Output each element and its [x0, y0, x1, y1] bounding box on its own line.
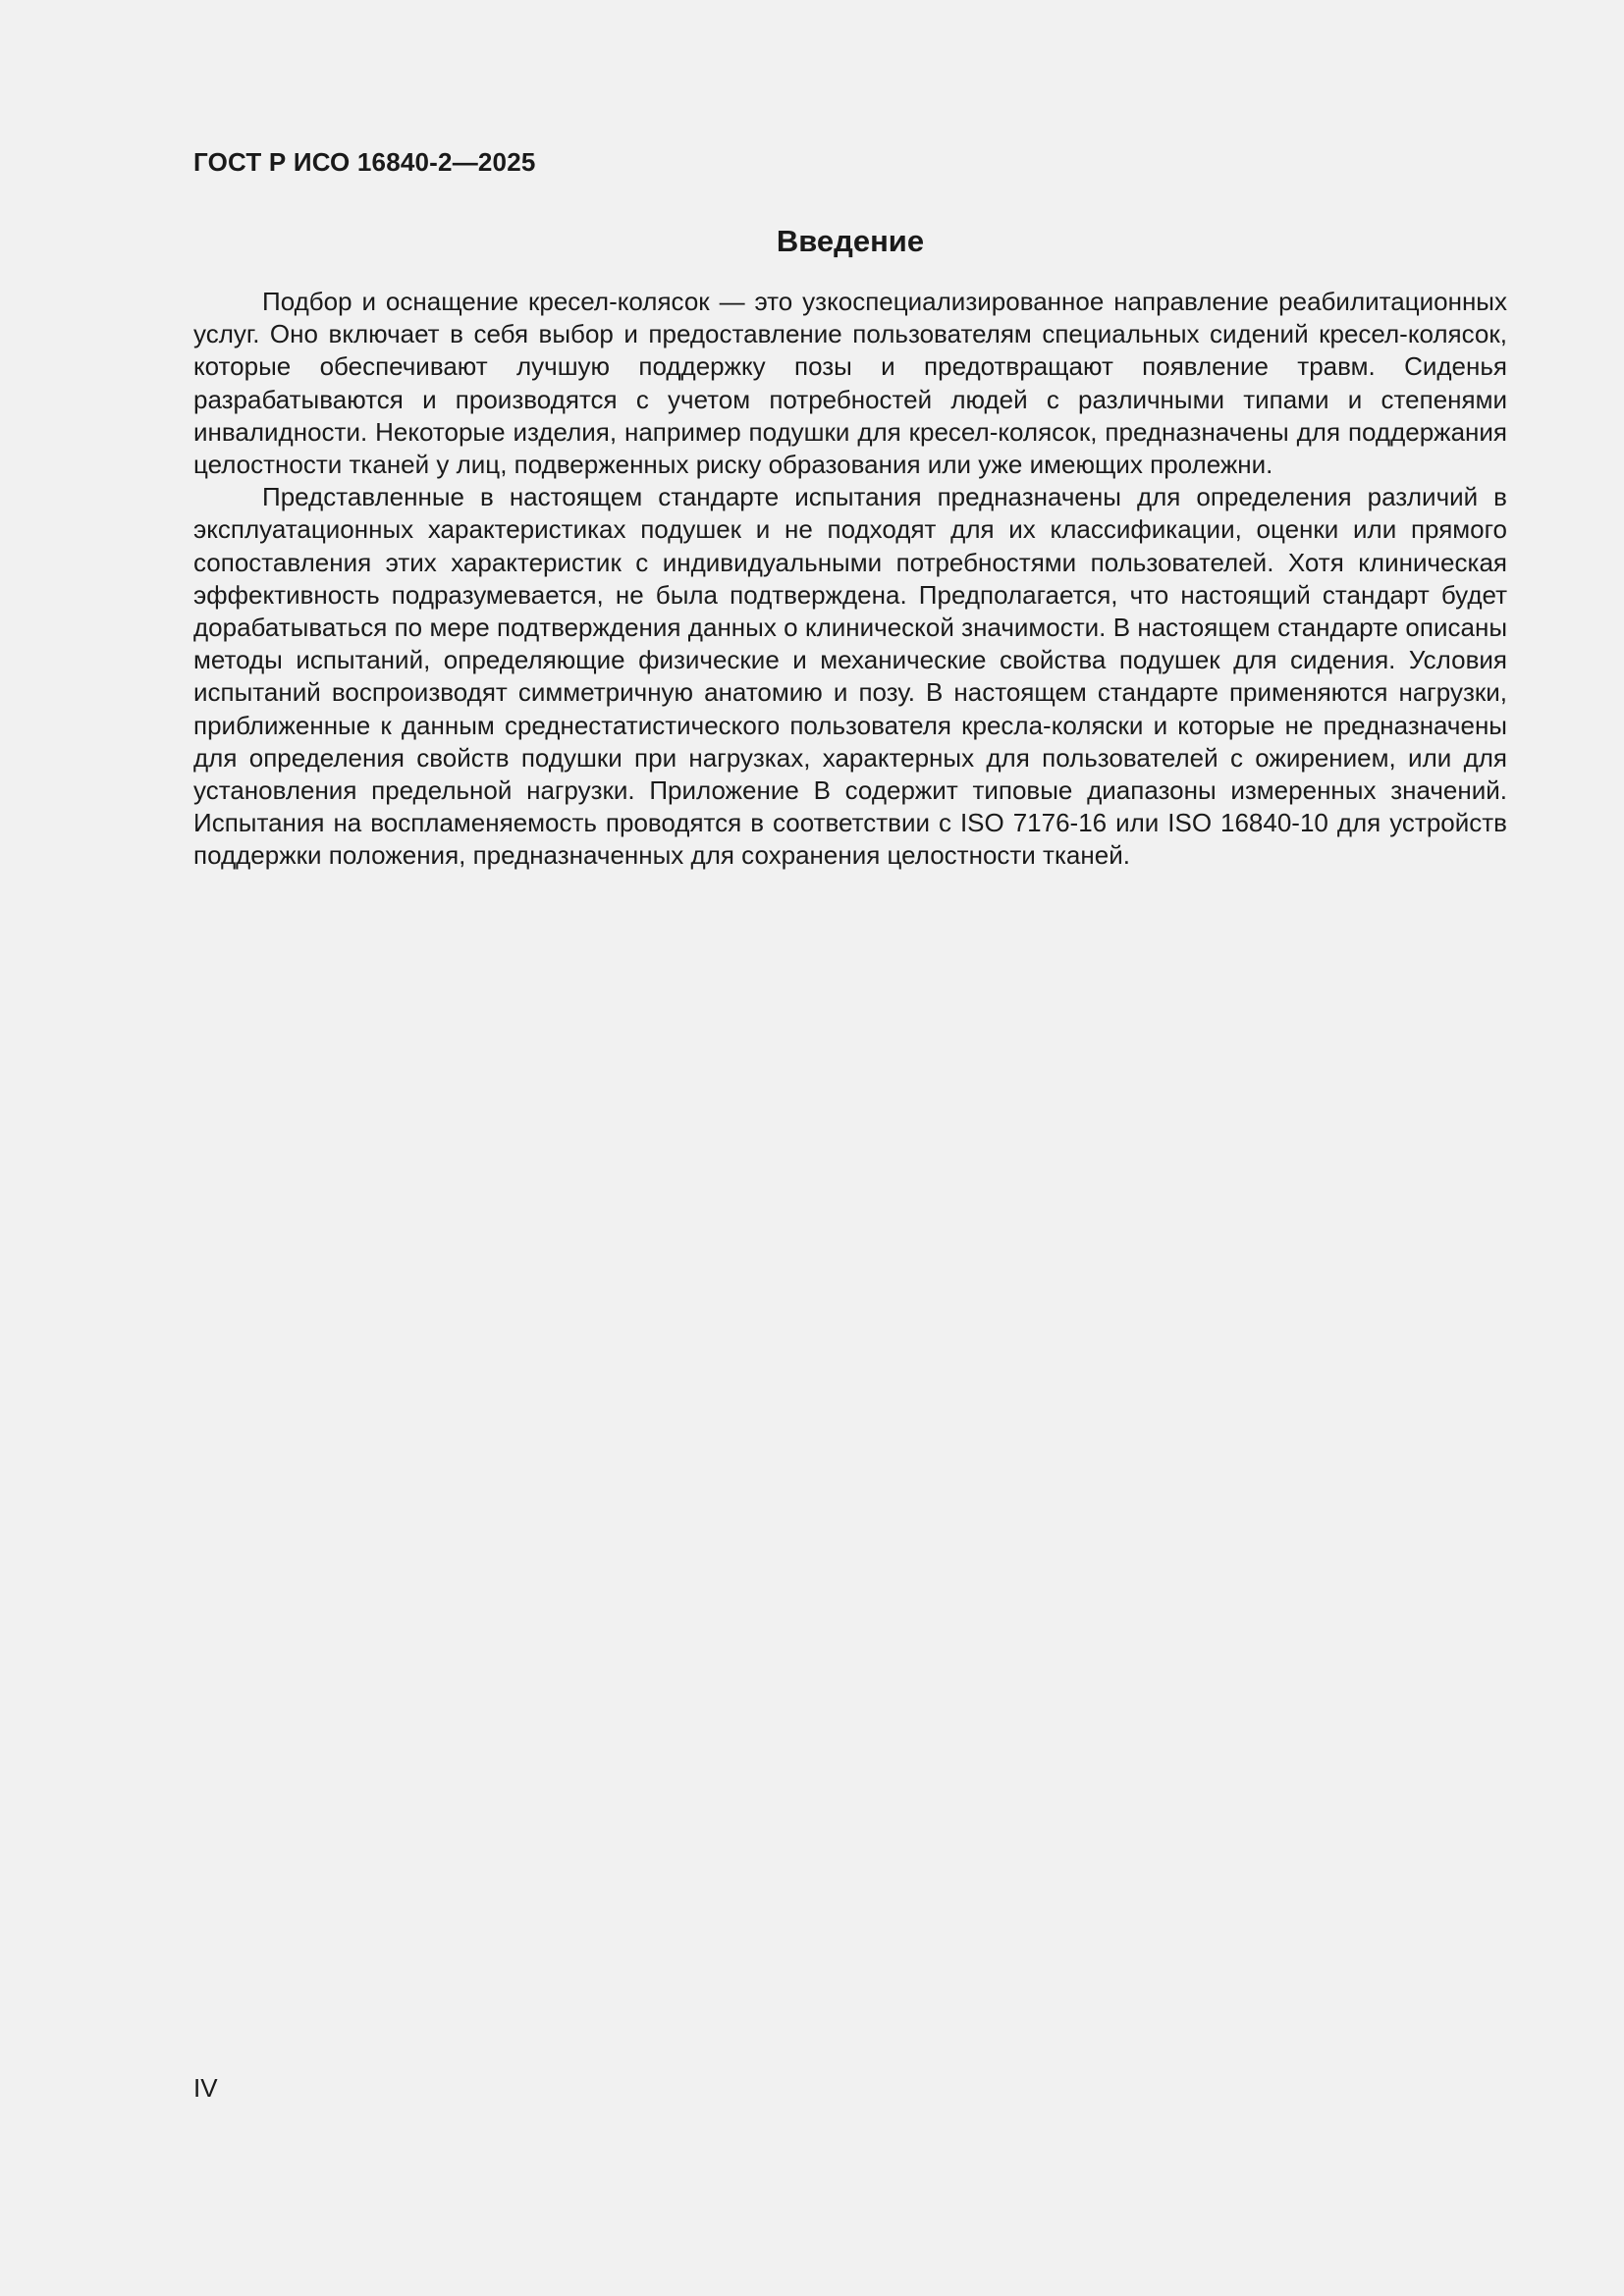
body-text — [193, 286, 1507, 873]
page-number: IV — [193, 2073, 218, 2103]
paragraph-2: Представленные в настоящем стандарте испытания предназначены для определения различий в эксплуатационных характеристиках подушек и не подходят для их классификации, оценки или прямого сопоставления этих характеристик с индивидуальными потребностями пользователей. Хотя клиническая эффективность подразумевается, не была подтверждена. Предполагается, что настоящий стандарт будет дорабатываться по мере подтверждения данных о клинической значимости. В настоящем стандарте описаны методы испытаний, определяющие физические и механические свойства подушек для сидения. Условия испытаний воспроизводят симметричную анатомию и позу. В настоящем стандарте применяются нагрузки, приближенные к данным среднестатистического пользователя кресла-коляски и которые не предназначены для определения свойств подушки при нагрузках, характерных для пользователей с ожирением, или для установления предельной нагрузки. Приложение В содержит типовые диапазоны измеренных значений. Испытания на воспламеняемость проводятся в соответствии с ISO 7176-16 или ISO 16840-10 для устройств поддержки положения, предназначенных для сохранения целостности тканей. — [193, 482, 1507, 871]
section-title: Введение — [776, 224, 925, 258]
paragraph-1: Подбор и оснащение кресел-колясок — это узкоспециализированное направление реабилитационных услуг. Оно включает в себя выбор и предоставление пользователям специальных сидений кресел-колясок, которые обеспечивают лучшую поддержку позы и предотвращают появление травм. Сиденья разрабатываются и производятся с учетом потребностей людей с различными типами и степенями инвалидности. Некоторые изделия, например подушки для кресел-колясок, предназначены для поддержания целостности тканей у лиц, подверженных риску образования или уже имеющих пролежни. — [193, 287, 1507, 480]
document-header: ГОСТ Р ИСО 16840-2—2025 — [193, 147, 536, 177]
